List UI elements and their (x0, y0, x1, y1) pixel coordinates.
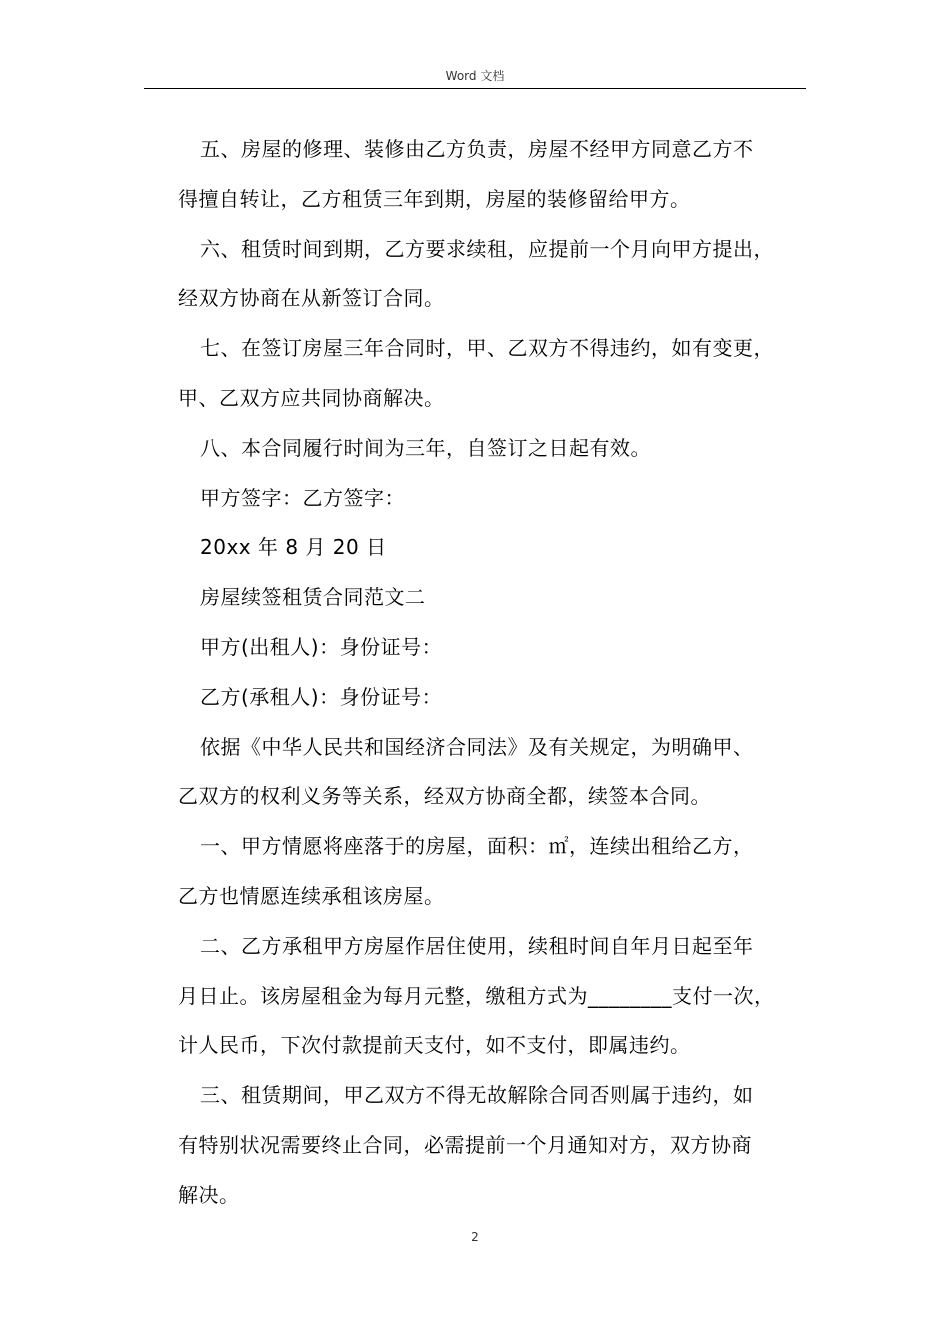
paragraph-line: 解决。 (178, 1182, 240, 1207)
header-title: Word 文档 (445, 69, 505, 83)
paragraph-line: 三、租赁期间，甲乙双方不得无故解除合同否则属于违约，如 (200, 1083, 754, 1108)
date-line: 20xx 年 8 月 20 日 (200, 535, 387, 560)
paragraph-line: 五、房屋的修理、装修由乙方负责，房屋不经甲方同意乙方不 (200, 137, 754, 161)
page-number: 2 (471, 1230, 479, 1244)
paragraph-line: 八、本合同履行时间为三年，自签订之日起有效。 (200, 435, 651, 460)
party-a-line: 甲方(出租人)：身份证号： (200, 634, 443, 659)
paragraph-line: 得擅自转让，乙方租赁三年到期，房屋的装修留给甲方。 (178, 186, 691, 211)
paragraph-line: 二、乙方承租甲方房屋作居住使用，续租时间自年月日起至年 (200, 933, 754, 958)
signature-line: 甲方签字：乙方签字： (200, 485, 405, 510)
document-body (178, 125, 808, 1221)
paragraph-line: 依据《中华人民共和国经济合同法》及有关规定，为明确甲、 (200, 734, 754, 759)
section-title: 房屋续签租赁合同范文二 (200, 585, 426, 610)
paragraph-line: 六、租赁时间到期，乙方要求续租，应提前一个月向甲方提出， (200, 236, 774, 261)
paragraph-line: 计人民币，下次付款提前天支付，如不支付，即属违约。 (178, 1033, 691, 1058)
paragraph-line: 甲、乙双方应共同协商解决。 (178, 385, 445, 410)
paragraph-line: 经双方协商在从新签订合同。 (178, 286, 445, 311)
paragraph-line: 一、甲方情愿将座落于的房屋，面积：㎡，连续出租给乙方， (200, 834, 754, 859)
paragraph-line: 乙双方的权利义务等关系，经双方协商全都，续签本合同。 (178, 784, 711, 809)
paragraph-line: 有特别状况需要终止合同，必需提前一个月通知对方，双方协商 (178, 1132, 752, 1157)
party-b-line: 乙方(承租人)：身份证号： (200, 684, 443, 709)
paragraph-line: 七、在签订房屋三年合同时，甲、乙双方不得违约，如有变更， (200, 336, 774, 361)
paragraph-line: 乙方也情愿连续承租该房屋。 (178, 883, 445, 908)
paragraph-line: 月日止。该房屋租金为每月元整，缴租方式为________支付一次， (178, 983, 775, 1008)
page-header (144, 66, 806, 89)
